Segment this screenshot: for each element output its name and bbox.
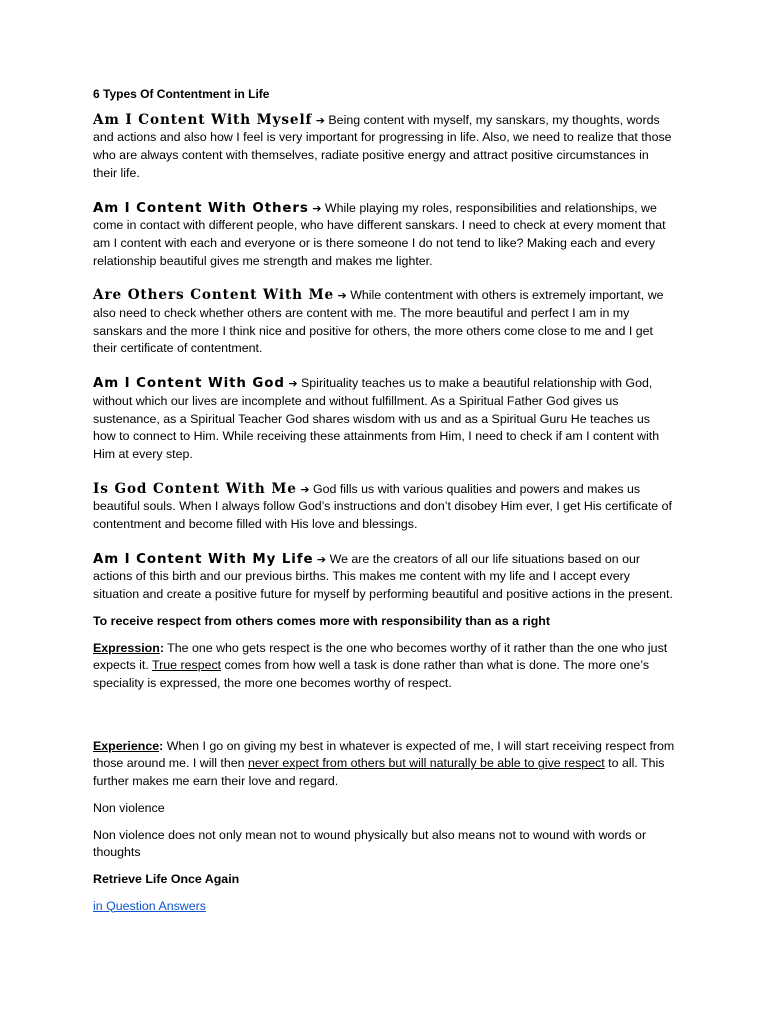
section-content-with-my-life: [93, 551, 675, 604]
section-god-content-with-me: [93, 481, 675, 534]
experience-text: When I go on giving my best in whatever is expected of me, I will start receiving respect from those around me. I will then: [93, 738, 675, 771]
retrieve-heading: Retrieve Life Once Again: [93, 871, 240, 886]
section-body: While contentment with others is extremely important, we also need to check whether others are content with me. The more beautiful and perfect I am in my sanskars and the more I think nice and positive for others, the more others come close to me and I get their certificate of contentment.: [93, 288, 664, 356]
document-page: [93, 86, 675, 915]
section-heading: Am I Content With God: [93, 376, 285, 392]
non-violence-body: Non violence does not only mean not to wound physically but also means not to wound with words or thoughts: [93, 827, 647, 860]
arrow-icon: ➔: [312, 201, 322, 215]
respect-heading: To receive respect from others comes more with responsibility than as a right: [93, 613, 550, 628]
section-heading: Are Others Content With Me: [93, 287, 335, 304]
section-heading: Am I Content With Myself: [93, 111, 313, 128]
section-body: Being content with myself, my sanskars, my thoughts, words and actions and also how I feel is very important for progressing in life. Also, we need to realize that those who are always content with themselves, radiate positive energy and attract positive circumstances in their life.: [93, 112, 672, 180]
arrow-icon: ➔: [316, 552, 327, 566]
expression-text-continued: comes from how well a task is done rather than what is done. The more one’s speciality is expressed, the more one becomes worthy of respect.: [93, 658, 650, 690]
expression-paragraph: [93, 640, 675, 693]
experience-label: Experience:: [93, 738, 164, 753]
section-body: Spirituality teaches us to make a beautiful relationship with God, without which our lives are incomplete and without fulfillment. As a Spiritual Father God gives us sustenance, as a Spiritual Teacher God shares wisdom with us and as a Spiritual Guru He teaches us how to connect to Him. While receiving these attainments from Him, I need to check if am I content with Him at every step.: [93, 376, 660, 461]
section-content-with-myself: [93, 112, 675, 183]
arrow-icon: ➔: [300, 482, 310, 496]
non-violence-title: Non violence: [93, 800, 165, 815]
section-body: We are the creators of all our life situations based on our actions of this birth and our previous births. This makes me content with my life and I accept every situation and create a positive future for myself by performing beautiful and positive actions in the present.: [93, 551, 673, 602]
arrow-icon: ➔: [288, 377, 298, 391]
section-heading: Am I Content With My Life: [93, 551, 314, 567]
arrow-icon: ➔: [315, 113, 325, 127]
section-heading: Am I Content With Others: [93, 200, 309, 216]
never-expect-underlined: never expect from others but will naturally be able to give respect: [247, 756, 605, 771]
section-heading: Is God Content With Me: [93, 480, 297, 497]
arrow-icon: ➔: [337, 289, 347, 303]
expression-label: Expression:: [93, 640, 164, 655]
section-body: God fills us with various qualities and powers and makes us beautiful souls. When I always follow God’s instructions and don’t disobey Him ever, I get His certificate of contentment and become filled with His love and blessings.: [93, 481, 672, 532]
section-content-with-others: [93, 200, 675, 271]
experience-paragraph: [93, 738, 675, 791]
section-body: While playing my roles, responsibilities and relationships, we come in contact with different people, who have different sanskars. I need to check at every moment that am I content with each and everyone or is there someone I do not tend to like? Making each and every relationship beautiful gives me strength and makes me lighter.: [93, 200, 666, 268]
section-others-content-with-me: [93, 287, 675, 358]
section-content-with-god: [93, 375, 675, 464]
experience-text-continued: to all. This further makes me earn their love and regard.: [93, 756, 665, 789]
true-respect-underlined: True respect: [152, 658, 222, 673]
expression-text: The one who gets respect is the one who becomes worthy of it rather than the one who just expects it.: [93, 640, 668, 673]
question-answers-link[interactable]: in Question Answers: [93, 898, 206, 913]
document-title: 6 Types Of Contentment in Life: [93, 87, 270, 101]
